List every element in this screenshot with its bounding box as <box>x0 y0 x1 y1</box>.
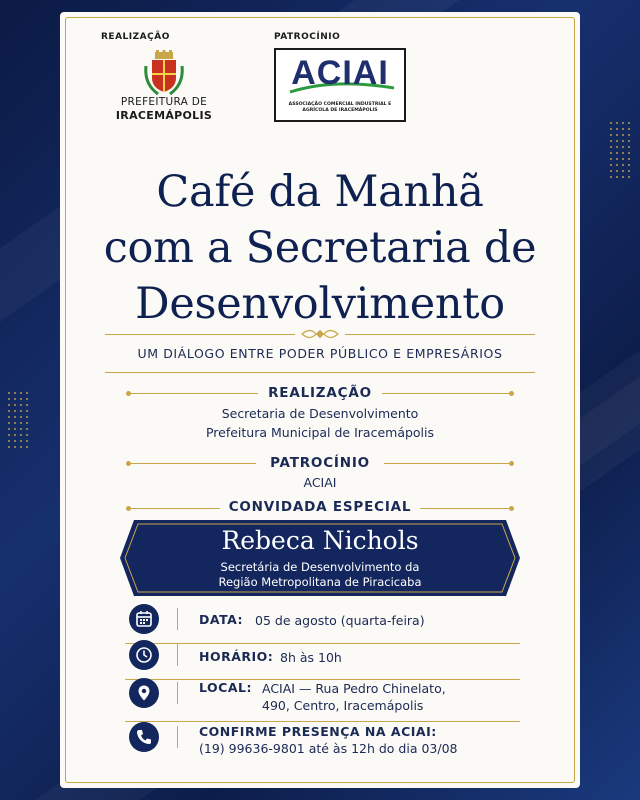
ornament-flourish-icon <box>300 327 340 341</box>
realizacao-label: REALIZAÇÃO <box>101 32 170 42</box>
info-row-horario <box>125 636 520 676</box>
title-line1: Café da Manhã <box>156 167 484 217</box>
aciai-logo-text: ACIAI <box>291 54 389 92</box>
row-separator <box>177 682 178 704</box>
decorative-dots <box>6 390 32 450</box>
row-separator <box>177 644 178 666</box>
row-separator <box>177 726 178 748</box>
prefeitura-line1: PREFEITURA DE <box>120 96 208 108</box>
clock-icon <box>129 640 159 670</box>
ornament-line <box>345 334 535 335</box>
realizacao-line1: Secretaria de Desenvolvimento <box>221 406 419 421</box>
patrocinio-line1: ACIAI <box>303 475 337 490</box>
info-row-data <box>125 600 520 640</box>
city-crest-icon <box>144 50 184 96</box>
title-line3: Desenvolvimento <box>135 279 505 329</box>
aciai-full-name: ASSOCIAÇÃO COMERCIAL INDUSTRIAL E AGRÍCOLA DE IRACEMÁPOLIS <box>288 102 392 113</box>
guest-name: Rebeca Nichols <box>221 526 419 555</box>
guest-role-line1: Secretária de Desenvolvimento da <box>220 560 420 574</box>
confirme-label: CONFIRME PRESENÇA NA ACIAI: <box>199 724 437 739</box>
ornament-line <box>105 334 295 335</box>
info-row-local <box>125 674 520 716</box>
info-row-confirme <box>125 718 520 760</box>
guest-role-line2: Região Metropolitana de Piracicaba <box>218 575 422 589</box>
realizacao-line2: Prefeitura Municipal de Iracemápolis <box>205 425 435 440</box>
subtitle: UM DIÁLOGO ENTRE PODER PÚBLICO E EMPRESÁRIOS <box>137 346 503 361</box>
prefeitura-line2: IRACEMÁPOLIS <box>115 109 213 122</box>
data-value: 05 de agosto (quarta-feira) <box>255 613 425 628</box>
horario-value: 8h às 10h <box>280 650 342 665</box>
guest-banner <box>120 520 520 596</box>
event-title <box>60 164 580 332</box>
patrocinio-heading: PATROCÍNIO <box>270 455 370 471</box>
map-pin-icon <box>129 678 159 708</box>
decorative-dots <box>608 120 634 180</box>
title-line2: com a Secretaria de <box>103 223 537 273</box>
data-label: DATA: <box>199 612 244 627</box>
local-label: LOCAL: <box>199 680 252 695</box>
convidada-heading: CONVIDADA ESPECIAL <box>228 499 412 515</box>
realizacao-heading: REALIZAÇÃO <box>268 385 372 401</box>
calendar-icon <box>129 604 159 634</box>
sponsor-header <box>86 30 476 140</box>
row-separator <box>177 608 178 630</box>
patrocinio-label: PATROCÍNIO <box>274 32 341 42</box>
phone-icon <box>129 722 159 752</box>
local-line2: 490, Centro, Iracemápolis <box>262 698 424 713</box>
horario-label: HORÁRIO: <box>199 649 274 664</box>
subtitle-underline <box>105 372 535 373</box>
confirme-value[interactable]: (19) 99636-9801 até às 12h do dia 03/08 <box>199 741 458 756</box>
local-line1: ACIAI — Rua Pedro Chinelato, <box>262 681 446 696</box>
aciai-logo <box>274 48 406 122</box>
